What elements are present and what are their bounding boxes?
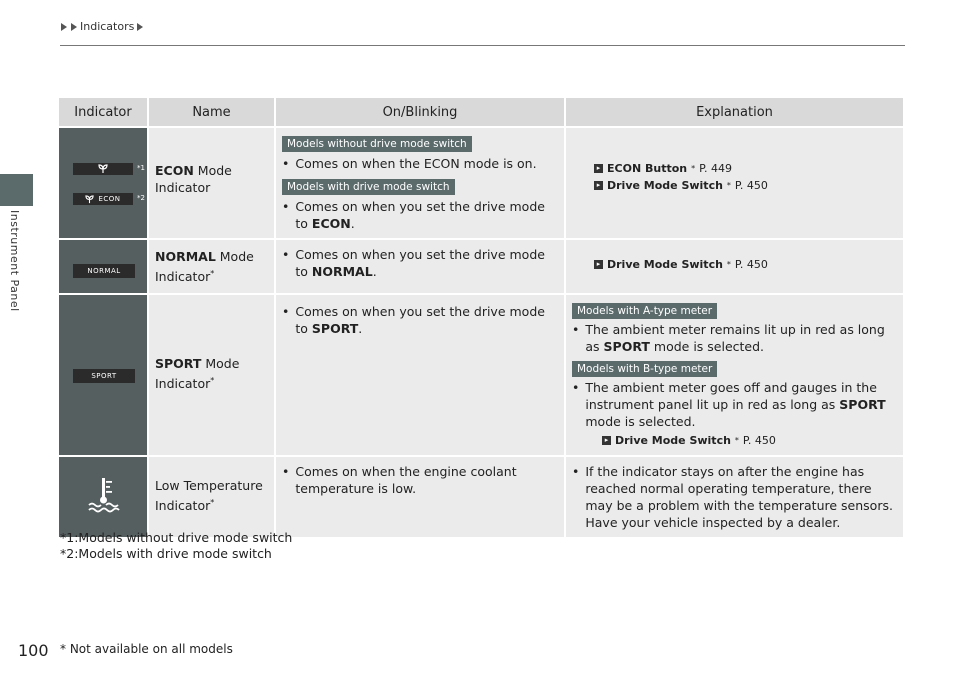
header-name: Name: [149, 98, 274, 126]
table-row-sport: [59, 295, 903, 455]
sport-mode-icon: SPORT: [73, 369, 135, 383]
lowtemp-name-cell: Low Temperature Indicator*: [149, 457, 274, 537]
coolant-temperature-icon: [87, 475, 121, 515]
breadcrumb-label[interactable]: Indicators: [80, 20, 135, 33]
sport-indicator-cell: [59, 295, 147, 455]
lowtemp-explanation-cell: • If the indicator stays on after the engine has reached normal operating temperature, there may be a problem with the temperature sensors. Have your vehicle inspected by a dealer.: [566, 457, 903, 537]
header-rule: [60, 45, 905, 46]
page-number: 100: [18, 641, 49, 660]
indicator-table: [57, 96, 905, 539]
models-tag: Models with A-type meter: [572, 303, 717, 319]
econ-onblink-cell: Models without drive mode switch • Comes on when the ECON mode is on. Models with drive mode switch • Comes on when you set the drive mode to ECON.: [276, 128, 564, 238]
sport-name-cell: SPORT Mode Indicator*: [149, 295, 274, 455]
footnote-mark-2: *2: [137, 194, 145, 202]
table-row-normal: [59, 240, 903, 293]
normal-explanation-cell: [566, 240, 903, 293]
econ-explanation-cell: [566, 128, 903, 238]
availability-note: * Not available on all models: [60, 642, 233, 656]
lowtemp-indicator-cell: [59, 457, 147, 537]
reference-arrow-icon: ▸: [594, 164, 603, 173]
models-tag: Models with drive mode switch: [282, 179, 455, 195]
cross-reference[interactable]: ▸ Drive Mode Switch * P. 450: [594, 256, 897, 273]
breadcrumb: [60, 20, 144, 33]
cross-reference[interactable]: ▸ Drive Mode Switch * P. 450: [594, 177, 897, 194]
section-label: Instrument Panel: [8, 210, 21, 312]
header-indicator: Indicator: [59, 98, 147, 126]
footnote-2: *2:Models with drive mode switch: [60, 546, 272, 561]
normal-mode-icon: NORMAL: [73, 264, 135, 278]
table-row-low-temperature: [59, 457, 903, 537]
econ-name-cell: ECON Mode Indicator: [149, 128, 274, 238]
footnote-mark-1: *1: [137, 164, 145, 172]
breadcrumb-arrow-icon: [137, 23, 143, 31]
reference-arrow-icon: ▸: [594, 181, 603, 190]
breadcrumb-arrow-icon: [71, 23, 77, 31]
footnote-1: *1:Models without drive mode switch: [60, 530, 293, 545]
header-on-blinking: On/Blinking: [276, 98, 564, 126]
reference-arrow-icon: ▸: [602, 436, 611, 445]
cross-reference[interactable]: ▸ ECON Button * P. 449: [594, 160, 897, 177]
footnotes: [60, 530, 292, 562]
table-row-econ: [59, 128, 903, 238]
section-tab: [0, 174, 33, 206]
econ-leaf-icon: [73, 163, 133, 175]
models-tag: Models without drive mode switch: [282, 136, 472, 152]
normal-indicator-cell: [59, 240, 147, 293]
table-header-row: [59, 98, 903, 126]
reference-arrow-icon: ▸: [594, 260, 603, 269]
models-tag: Models with B-type meter: [572, 361, 717, 377]
sport-explanation-cell: Models with A-type meter • The ambient meter remains lit up in red as long as SPORT mode is selected. Models with B-type meter • The ambient meter goes off and gauges in the instrument panel lit up in red as long as SPORT mode is selected. ▸ Drive Mode Switch * P. 450: [566, 295, 903, 455]
breadcrumb-arrow-icon: [61, 23, 67, 31]
econ-text-icon: ECON: [73, 193, 133, 205]
lowtemp-onblink-cell: • Comes on when the engine coolant temperature is low.: [276, 457, 564, 537]
econ-indicator-cell: [59, 128, 147, 238]
normal-onblink-cell: • Comes on when you set the drive mode to NORMAL.: [276, 240, 564, 293]
cross-reference[interactable]: ▸ Drive Mode Switch * P. 450: [572, 432, 897, 449]
header-explanation: Explanation: [566, 98, 903, 126]
normal-name-cell: NORMAL Mode Indicator*: [149, 240, 274, 293]
sport-onblink-cell: • Comes on when you set the drive mode to SPORT.: [276, 295, 564, 455]
